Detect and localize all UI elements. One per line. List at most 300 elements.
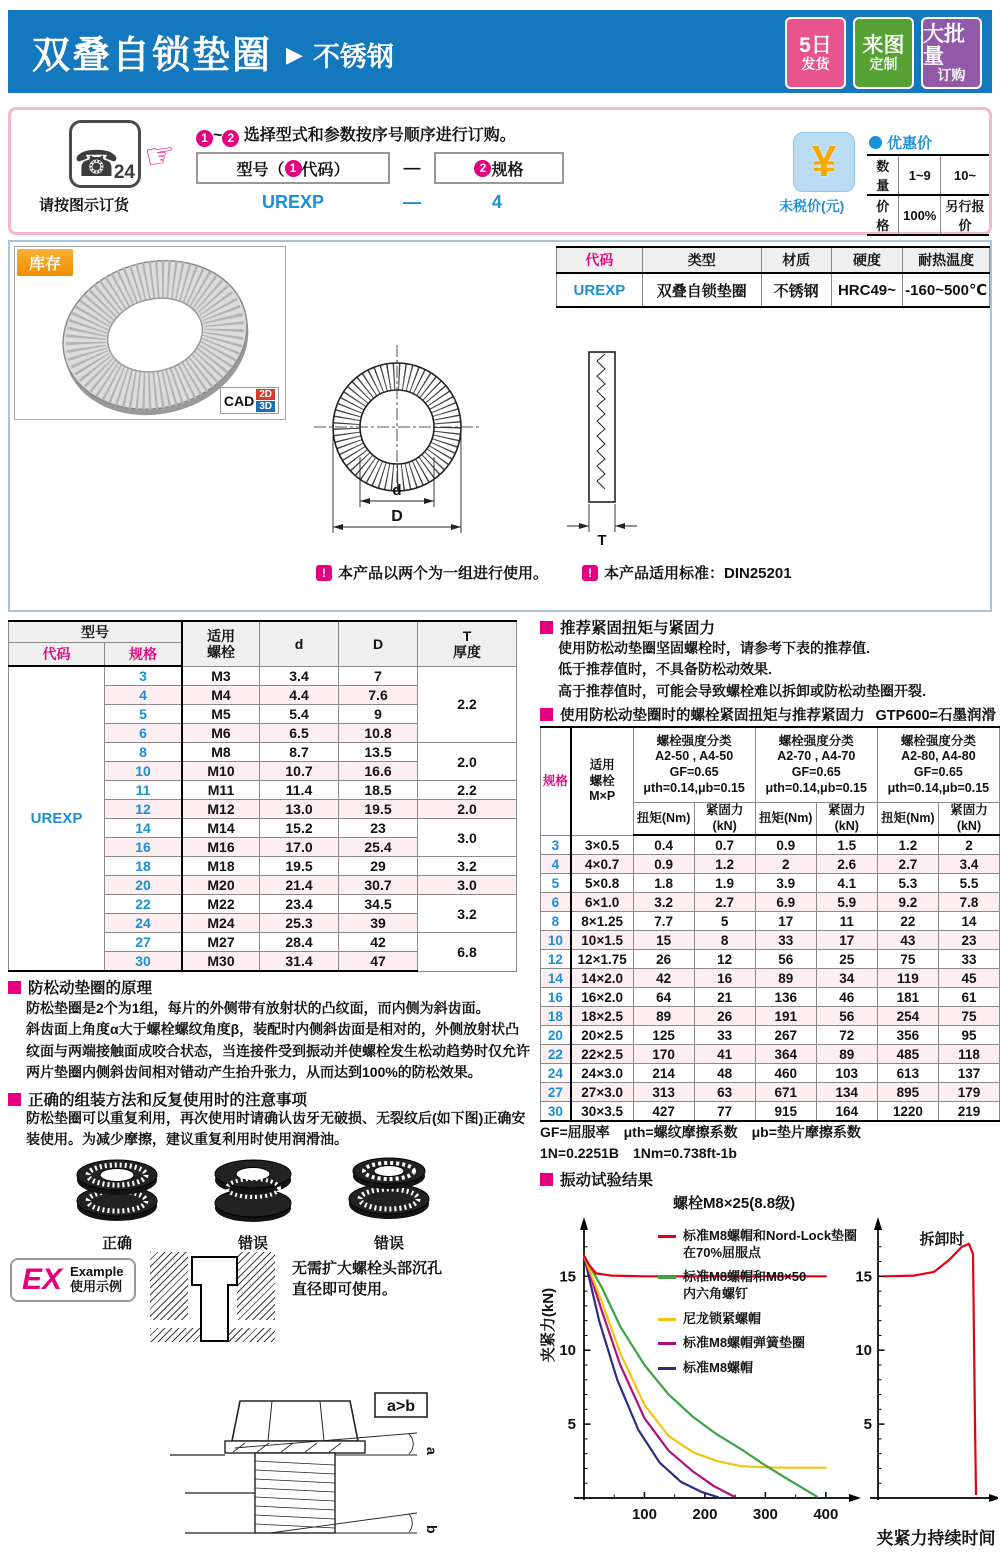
- footnote-coefficients: GF=屈服率 μth=螺纹摩擦系数 μb=垫片摩擦系数: [540, 1124, 861, 1140]
- chart-text: 夹紧力(kN): [540, 1287, 557, 1363]
- table-cell: 1.5: [816, 835, 877, 855]
- legend-label: 尼龙锁紧螺帽: [683, 1310, 762, 1326]
- table-cell: 7.7: [633, 912, 694, 931]
- arrow-icon: ▶: [286, 41, 303, 67]
- table-cell: 89: [816, 1045, 877, 1064]
- sub-header-torque: 扭矩(Nm): [633, 803, 694, 836]
- model-code-box: 型号（ 1 代码）: [196, 152, 390, 184]
- table-cell: 12: [105, 800, 183, 819]
- pointing-hand-icon: ☞: [142, 135, 178, 177]
- chart-text: 100: [631, 1506, 657, 1523]
- table-cell: M6: [182, 724, 260, 743]
- table-cell: 5.4: [260, 705, 339, 724]
- table-row: [541, 1064, 1000, 1083]
- table-cell: M8: [182, 743, 260, 762]
- table-cell: 41: [694, 1045, 755, 1064]
- table-cell: 214: [633, 1064, 694, 1083]
- table-row: [541, 950, 1000, 969]
- table-cell: M12: [182, 800, 260, 819]
- table-cell: 27×3.0: [571, 1083, 633, 1102]
- table-cell: 134: [816, 1083, 877, 1102]
- table-cell: 75: [938, 1007, 999, 1026]
- table-cell: 0.9: [755, 835, 816, 855]
- order-instruction-box: [8, 107, 992, 235]
- table-cell: 1.2: [877, 835, 938, 855]
- legend-item: [658, 1335, 896, 1352]
- legend-item: [658, 1228, 896, 1261]
- table-cell: 16: [694, 969, 755, 988]
- table-cell: 0.9: [633, 855, 694, 874]
- table-cell: 另行报价: [941, 195, 989, 235]
- discount-header: 优惠价: [869, 132, 932, 153]
- code-cell: UREXP: [9, 666, 105, 971]
- table-cell: 22: [541, 1045, 571, 1064]
- phone-caption: 请按图示订货: [39, 197, 130, 214]
- table-cell: 47: [339, 952, 418, 972]
- table-cell: 1~9: [899, 155, 941, 195]
- table-cell: 137: [938, 1064, 999, 1083]
- chart-text: 螺栓M8×25(8.8级): [672, 1195, 796, 1212]
- chart-text: 夹紧力持续时间: [876, 1529, 996, 1548]
- table-cell: 75: [877, 950, 938, 969]
- badge-5day-shipping: 5日 发货: [785, 17, 846, 89]
- dim-d-label: d: [392, 482, 402, 499]
- lubrication-note: GTP600=石墨润滑: [875, 708, 996, 724]
- table-cell: 21: [694, 988, 755, 1007]
- table-cell: 30: [541, 1102, 571, 1122]
- model-format-row: [196, 152, 564, 184]
- table-row: [541, 969, 1000, 988]
- table-cell: 63: [694, 1083, 755, 1102]
- table-cell: 136: [755, 988, 816, 1007]
- legend-label: 标准M8螺帽: [683, 1359, 754, 1375]
- table-cell: M10: [182, 762, 260, 781]
- table-cell: 12: [541, 950, 571, 969]
- legend-color-dash: [658, 1342, 676, 1352]
- col-header-material: 材质: [761, 247, 831, 273]
- section-bullet-icon: [8, 981, 21, 994]
- example-code: UREXP: [261, 192, 324, 212]
- table-cell: 118: [938, 1045, 999, 1064]
- table-cell: 34.5: [339, 895, 418, 914]
- table-row: [557, 273, 990, 307]
- cad-2d-button[interactable]: 2D: [256, 389, 275, 400]
- table-cell: 1.2: [694, 855, 755, 874]
- table-cell: 10.8: [339, 724, 418, 743]
- table-cell: 2.7: [694, 893, 755, 912]
- table-cell: 22: [105, 895, 183, 914]
- table-cell: 42: [633, 969, 694, 988]
- table-cell: 价格: [867, 195, 899, 235]
- product-photo-frame: [14, 246, 286, 420]
- order-example: UREXP — 4: [196, 192, 560, 213]
- table-cell: 21.4: [260, 876, 339, 895]
- table-cell: 11: [816, 912, 877, 931]
- table-cell: M5: [182, 705, 260, 724]
- cad-label: CAD: [223, 392, 255, 409]
- washer-pair-icon: [337, 1152, 441, 1230]
- table-cell: 103: [816, 1064, 877, 1083]
- table-cell: 16×2.0: [571, 988, 633, 1007]
- chart-text: 5: [863, 1416, 872, 1434]
- dim-T-label: T: [597, 532, 607, 549]
- table-cell: 915: [755, 1102, 816, 1122]
- table-cell: 2.0: [418, 743, 517, 781]
- table-row: [541, 1007, 1000, 1026]
- table-cell: 23: [938, 931, 999, 950]
- table-cell: 460: [755, 1064, 816, 1083]
- a-gt-b-label: a>b: [386, 1398, 416, 1415]
- table-row: [541, 1102, 1000, 1122]
- table-cell: 10.7: [260, 762, 339, 781]
- washer-wrong-1: 错误: [198, 1152, 308, 1253]
- header-code: 代码: [9, 643, 105, 667]
- table-cell: 2.6: [816, 855, 877, 874]
- header-T: T 厚度: [418, 621, 517, 666]
- table-cell: 43: [877, 931, 938, 950]
- table-cell: M20: [182, 876, 260, 895]
- sub-header-force: 紧固力(kN): [938, 803, 999, 836]
- code-value: UREXP: [557, 273, 643, 307]
- table-cell: 18: [541, 1007, 571, 1026]
- table-cell: 5: [105, 705, 183, 724]
- note-icon: !: [316, 565, 332, 581]
- table-cell: 3×0.5: [571, 835, 633, 855]
- table-cell: 14: [105, 819, 183, 838]
- legend-color-dash: [658, 1235, 676, 1261]
- table-cell: 1.8: [633, 874, 694, 893]
- note-standard: ! 本产品适用标准：DIN25201: [582, 562, 792, 583]
- table-row: [541, 835, 1000, 855]
- product-overview-box: [8, 240, 992, 612]
- table-cell: 25.4: [339, 838, 418, 857]
- bolt-head: [191, 1256, 238, 1286]
- table-cell: 18×2.5: [571, 1007, 633, 1026]
- note-pair-use: ! 本产品以两个为一组进行使用。: [316, 562, 548, 583]
- table-cell: 20: [105, 876, 183, 895]
- table-row: [541, 893, 1000, 912]
- table-cell: 254: [877, 1007, 938, 1026]
- header-bolt: 适用 螺栓 M×P: [571, 727, 633, 835]
- table-cell: 364: [755, 1045, 816, 1064]
- table-cell: 0.4: [633, 835, 694, 855]
- table-cell: 191: [755, 1007, 816, 1026]
- chart-shape: [884, 1244, 976, 1495]
- table-cell: 7: [339, 666, 418, 686]
- bolt-shank: [200, 1284, 229, 1342]
- section-bullet-icon: [540, 708, 553, 721]
- table-row: [541, 912, 1000, 931]
- table-cell: 2.7: [877, 855, 938, 874]
- table-cell: 17: [816, 931, 877, 950]
- table-row: [541, 1045, 1000, 1064]
- table-cell: 14: [541, 969, 571, 988]
- sub-header-force: 紧固力(kN): [694, 803, 755, 836]
- header-model: 型号: [9, 621, 183, 643]
- table-cell: 179: [938, 1083, 999, 1102]
- table-row: [541, 874, 1000, 893]
- table-cell: 26: [694, 1007, 755, 1026]
- table-cell: 15.2: [260, 819, 339, 838]
- table-cell: 14: [938, 912, 999, 931]
- table-cell: 10: [541, 931, 571, 950]
- table-cell: 2.0: [418, 800, 517, 819]
- table-cell: 5: [694, 912, 755, 931]
- table-cell: 613: [877, 1064, 938, 1083]
- ex-label: EX: [22, 1263, 63, 1296]
- table-row: [541, 727, 1000, 803]
- table-cell: 20: [541, 1026, 571, 1045]
- table-row: [541, 931, 1000, 950]
- table-cell: 数量: [867, 155, 899, 195]
- type-value: 双叠自锁垫圈: [642, 273, 761, 307]
- table-cell: M18: [182, 857, 260, 876]
- table-cell: 72: [816, 1026, 877, 1045]
- table-cell: 6.5: [260, 724, 339, 743]
- table-row: [541, 1026, 1000, 1045]
- table-cell: 9: [339, 705, 418, 724]
- chart-text: 300: [752, 1506, 778, 1523]
- section-torque-title: 推荐紧固扭矩与紧固力: [540, 616, 715, 638]
- table-cell: 11: [105, 781, 183, 800]
- table-cell: 12: [694, 950, 755, 969]
- torque-table-title-row: 使用防松动垫圈时的螺栓紧固扭矩与推荐紧固力 GTP600=石墨润滑: [540, 704, 996, 725]
- table-cell: 3.4: [938, 855, 999, 874]
- table-cell: 18.5: [339, 781, 418, 800]
- table-cell: 8: [105, 743, 183, 762]
- table-cell: 45: [938, 969, 999, 988]
- table-cell: 8×1.25: [571, 912, 633, 931]
- dash: —: [403, 158, 421, 177]
- front-view-drawing: [302, 335, 498, 549]
- table-cell: 3.0: [418, 819, 517, 857]
- table-cell: 8: [541, 912, 571, 931]
- table-row: [557, 247, 990, 273]
- table-cell: 30: [105, 952, 183, 972]
- table-cell: 89: [755, 969, 816, 988]
- table-cell: 2: [938, 835, 999, 855]
- table-cell: 6: [105, 724, 183, 743]
- legend-item: [658, 1269, 896, 1302]
- badge-custom-drawing: 来图 定制: [853, 17, 914, 89]
- table-cell: 5.5: [938, 874, 999, 893]
- washer-pair-icon: [201, 1152, 305, 1230]
- table-cell: 895: [877, 1083, 938, 1102]
- table-cell: 356: [877, 1026, 938, 1045]
- example-note: 无需扩大螺栓头部沉孔 直径即可使用。: [292, 1260, 443, 1298]
- section-bullet-icon: [540, 621, 553, 634]
- table-cell: 5: [541, 874, 571, 893]
- table-cell: 3.2: [633, 893, 694, 912]
- table-cell: 2.2: [418, 666, 517, 743]
- table-cell: 30.7: [339, 876, 418, 895]
- table-cell: 4: [541, 855, 571, 874]
- col-header-heat: 耐热温度: [903, 247, 990, 273]
- table-cell: 56: [755, 950, 816, 969]
- table-cell: M4: [182, 686, 260, 705]
- footnote-conversion: 1N=0.2251B 1Nm=0.738ft-1b: [540, 1145, 737, 1161]
- legend-color-dash: [658, 1276, 676, 1302]
- cad-3d-button[interactable]: 3D: [256, 401, 275, 412]
- section-assembly-title: 正确的组装方法和反复使用时的注意事项: [8, 1088, 307, 1110]
- table-cell: M16: [182, 838, 260, 857]
- legend-item: [658, 1311, 896, 1328]
- badge-bulk-order: 大批量 订购: [921, 17, 982, 89]
- chart-text: 5: [567, 1416, 576, 1434]
- page-title: 双叠自锁垫圈: [32, 35, 273, 77]
- table-cell: 4×0.7: [571, 855, 633, 874]
- table-cell: 14×2.0: [571, 969, 633, 988]
- table-cell: 6.9: [755, 893, 816, 912]
- table-cell: 16: [541, 988, 571, 1007]
- section-bullet-icon: [540, 1173, 553, 1186]
- table-cell: 119: [877, 969, 938, 988]
- table-cell: M22: [182, 895, 260, 914]
- cad-badge: [220, 387, 279, 414]
- table-cell: 27: [105, 933, 183, 952]
- table-cell: M11: [182, 781, 260, 800]
- phone-icon: ☎: [74, 143, 119, 184]
- dim-D-label: D: [391, 508, 403, 525]
- table-cell: 2: [755, 855, 816, 874]
- table-cell: 5×0.8: [571, 874, 633, 893]
- chart-text: 400: [813, 1506, 839, 1523]
- table-row: [9, 666, 517, 686]
- page-subtitle: 不锈钢: [312, 42, 394, 72]
- header-d: d: [260, 621, 339, 666]
- table-cell: 25: [816, 950, 877, 969]
- table-cell: 10: [105, 762, 183, 781]
- note-icon: !: [582, 565, 598, 581]
- col-header-code: 代码: [557, 247, 643, 273]
- table-cell: 16: [105, 838, 183, 857]
- section-torque-body: 使用防松动垫圈坚固螺栓时，请参考下表的推荐值. 低于推荐值时，不具备防松动效果. 高于推荐值时，可能会导致螺栓难以拆卸或防松动垫圈开裂.: [558, 640, 926, 699]
- table-row: [867, 155, 989, 195]
- table-cell: 19.5: [339, 800, 418, 819]
- stock-badge: 库存: [17, 249, 73, 276]
- yen-icon: ¥: [793, 132, 855, 192]
- table-cell: 16.6: [339, 762, 418, 781]
- step1-circle: 1: [196, 130, 213, 147]
- washer-wrong-2: 错误: [334, 1152, 444, 1253]
- table-cell: 181: [877, 988, 938, 1007]
- table-row: [867, 195, 989, 235]
- chart-text: 15: [855, 1268, 872, 1286]
- table-cell: 6×1.0: [571, 893, 633, 912]
- table-cell: 46: [816, 988, 877, 1007]
- table-cell: 95: [938, 1026, 999, 1045]
- table-cell: 267: [755, 1026, 816, 1045]
- table-cell: 671: [755, 1083, 816, 1102]
- table-cell: 4: [105, 686, 183, 705]
- table-cell: 2.2: [418, 781, 517, 800]
- table-cell: 39: [339, 914, 418, 933]
- legend-color-dash: [658, 1318, 676, 1328]
- section-assembly-body: 防松垫圈可以重复利用，再次使用时请确认齿牙无破损、无裂纹后(如下图)正确安装使用。为减少摩擦，建议重复利用时使用润滑油。: [26, 1110, 526, 1148]
- vibration-chart-area: [538, 1186, 998, 1562]
- table-cell: 10~: [941, 155, 989, 195]
- chart-text: 15: [559, 1268, 576, 1286]
- table-cell: 3: [105, 666, 183, 686]
- table-cell: 17: [755, 912, 816, 931]
- legend-label: 标准M8螺帽和Nord-Lock垫圈 在70%屈服点: [683, 1228, 858, 1260]
- table-cell: 24: [541, 1064, 571, 1083]
- chart-text: 10: [855, 1342, 872, 1360]
- phone-24-icon: ☎ 24: [69, 120, 141, 188]
- table-cell: 17.0: [260, 838, 339, 857]
- header-group-a50: 螺栓强度分类 A2-50 , A4-50 GF=0.65 μth=0.14,μb=0.15: [633, 727, 755, 803]
- chart-shape: [580, 1217, 588, 1230]
- section-principle-title: 防松动垫圈的原理: [8, 976, 152, 998]
- section-vibration-title: 振动试验结果: [540, 1168, 653, 1190]
- table-cell: M3: [182, 666, 260, 686]
- header-spec: 规格: [105, 643, 183, 667]
- table-cell: 100%: [899, 195, 941, 235]
- table-cell: 19.5: [260, 857, 339, 876]
- table-cell: 34: [816, 969, 877, 988]
- untaxed-price-label: 未税价(元): [779, 198, 845, 214]
- table-cell: 485: [877, 1045, 938, 1064]
- col-header-hardness: 硬度: [831, 247, 903, 273]
- table-cell: 0.7: [694, 835, 755, 855]
- table-cell: 7.6: [339, 686, 418, 705]
- table-cell: 33: [694, 1026, 755, 1045]
- material-value: 不锈钢: [761, 273, 831, 307]
- table-row: [541, 855, 1000, 874]
- sub-header-torque: 扭矩(Nm): [877, 803, 938, 836]
- chart-shape: [849, 1494, 861, 1502]
- service-badges: [785, 17, 982, 89]
- table-cell: 25.3: [260, 914, 339, 933]
- table-cell: 64: [633, 988, 694, 1007]
- table-cell: 6: [541, 893, 571, 912]
- table-cell: M14: [182, 819, 260, 838]
- angle-a-label: a: [424, 1447, 440, 1455]
- table-cell: 8: [694, 931, 755, 950]
- sub-header-torque: 扭矩(Nm): [755, 803, 816, 836]
- table-cell: 3.0: [418, 876, 517, 895]
- legend-label: 标准M8螺帽和M8×50 内六角螺钉: [683, 1269, 807, 1301]
- page-header: [8, 10, 992, 93]
- table-cell: 77: [694, 1102, 755, 1122]
- table-cell: M27: [182, 933, 260, 952]
- bullet-dot-icon: [869, 136, 882, 149]
- example-spec: 4: [491, 192, 502, 212]
- table-cell: 20×2.5: [571, 1026, 633, 1045]
- table-cell: 1.9: [694, 874, 755, 893]
- spec-summary-table: [556, 246, 990, 308]
- table-cell: 1220: [877, 1102, 938, 1122]
- table-cell: 33: [755, 931, 816, 950]
- side-view-drawing: [555, 342, 655, 552]
- legend-label: 标准M8螺帽弹簧垫圈: [683, 1335, 806, 1351]
- table-cell: 3.2: [418, 857, 517, 876]
- spec-box: 2 规格: [434, 152, 564, 184]
- table-cell: 11.4: [260, 781, 339, 800]
- col-header-type: 类型: [642, 247, 761, 273]
- bolt-angle-diagram: [145, 1385, 455, 1560]
- hardness-value: HRC49~: [831, 273, 903, 307]
- chart-text: 10: [559, 1342, 576, 1360]
- step2-circle: 2: [222, 130, 239, 147]
- table-cell: 48: [694, 1064, 755, 1083]
- table-cell: 164: [816, 1102, 877, 1122]
- order-step-text: 1 ~ 2 选择型式和参数按序号顺序进行订购。: [196, 122, 516, 147]
- angle-b-label: b: [424, 1525, 440, 1534]
- washer-pair-icon: [65, 1152, 169, 1230]
- table-cell: 4.1: [816, 874, 877, 893]
- header-bolt: 适用 螺栓: [182, 621, 260, 666]
